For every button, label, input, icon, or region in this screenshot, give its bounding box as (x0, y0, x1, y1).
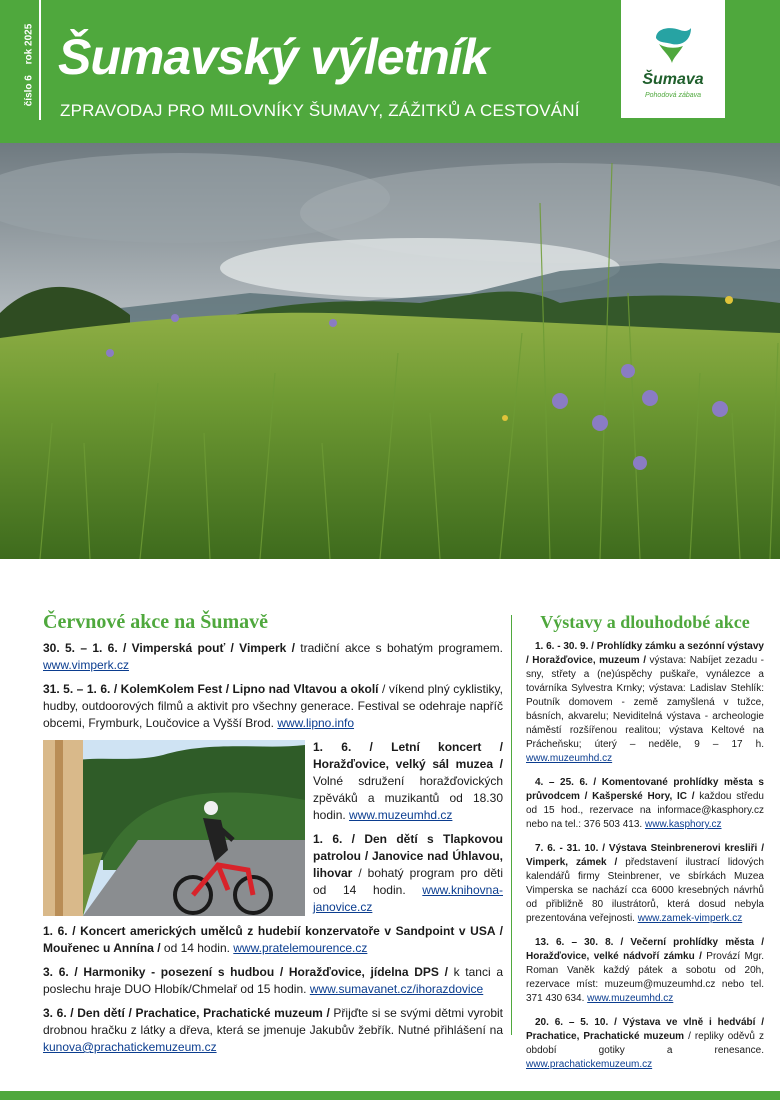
column-divider (511, 615, 512, 1035)
sumava-logo[interactable] (621, 0, 725, 118)
event-title: 3. 6. / Harmoniky - posezení s hudbou / Horažďovice, jídelna DPS / (43, 965, 448, 979)
exhibition-item (526, 640, 764, 766)
june-events-column (43, 608, 503, 1063)
event-title: 1. 6. / Den dětí s Tlapkovou patrolou / Janovice nad Úhlavou, lihovar (313, 832, 503, 880)
footer-bar (0, 1091, 780, 1100)
exhibition-text: / repliky oděvů z období gotiky a renesance. (526, 1031, 764, 1056)
exhibition-text: každou středu od 15 hod., rezervace na informace@kasphory.cz nebo na tel.: 376 503 413. (526, 791, 764, 830)
masthead-divider (39, 0, 41, 120)
exhibition-text: výstava: Nabíjet zezadu - sny, střety a (ne)úspěchy puškaře, vynálezce a továrníka Sylvestra Krnky; výstava: Ladislav Stehlík: Poutník domovem - země zamyšlená v tužce, básních, akvarelu; Neviditelná výstava - archeologie náměstí rozšířenou realitou; výstava Keltové na Prácheňsku; úterý – neděle, 9 – 17 h. (526, 655, 764, 750)
meadow-hero-photo (0, 143, 780, 559)
event-item (43, 681, 503, 732)
event-link[interactable]: kunova@prachatickemuzeum.cz (43, 1040, 217, 1054)
event-link[interactable]: www.muzeumhd.cz (349, 808, 453, 822)
event-item (43, 964, 503, 998)
exhibition-text: Provází Mgr. Roman Vaněk každý pátek a sobotu od 20h, rezervace míst: muzeum@muzeumhd.cz nebo tel. 371 430 634. (526, 951, 764, 1004)
sumava-swirl-icon (653, 24, 693, 64)
exhibition-text: představení ilustrací lidových kalendářů firmy Steinbrener, ve sbírkách Muzea Vimperska se nachází cca 6000 kresebných návrhů od přibližně 80 ilustrátorů, která dosud nebyla prezentována veřejnosti. (526, 857, 764, 924)
issue-info (19, 10, 39, 120)
event-title: 30. 5. – 1. 6. / Vimperská pouť / Vimperk / (43, 641, 295, 655)
event-text: k tanci a poslechu hraje DUO Hlobík/Chmelař od 15 hodin. (43, 965, 503, 996)
cyclist-photo (43, 740, 305, 916)
exhibition-link[interactable]: www.kasphory.cz (645, 819, 722, 830)
masthead (0, 0, 780, 143)
event-text: / víkend plný cyklistiky, hudby, outdoorových filmů a aktivit pro všechny generace. Festival se odehraje napříč obcemi, Frymburk, Loučovice a Vyšší Brod. (43, 682, 503, 730)
exhibition-title: 20. 6. – 5. 10. / Výstava ve vlně i hedvábí / Prachatice, Prachatické muzeum (526, 1017, 764, 1042)
event-text: Přijďte si se svými dětmi vyrobit drobnou hračku z látky a dřeva, která se jmenuje Jakubův žebřík. Nutné přihlášení na (43, 1006, 503, 1037)
event-link[interactable]: www.vimperk.cz (43, 658, 130, 672)
event-item (43, 640, 503, 674)
exhibition-title: 13. 6. – 30. 8. / Večerní prohlídky města / Horažďovice, velké nádvoří zámku / (526, 937, 764, 962)
june-events-heading: Červnové akce na Šumavě (43, 611, 268, 633)
newsletter-subtitle: ZPRAVODAJ PRO MILOVNÍKY ŠUMAVY, ZÁŽITKŮ A CESTOVÁNÍ (60, 101, 580, 120)
issue-year: rok 2025 (23, 23, 35, 65)
event-item (43, 1005, 503, 1056)
exhibition-link[interactable]: www.zamek-vimperk.cz (637, 913, 743, 924)
event-title: 3. 6. / Den dětí / Prachatice, Prachatické muzeum / (43, 1006, 330, 1020)
event-item (43, 923, 503, 957)
event-link[interactable]: www.lipno.info (277, 716, 355, 730)
exhibition-title: 7. 6. - 31. 10. / Výstava Steinbrenerovi kresliři / Vimperk, zámek / (526, 843, 764, 868)
exhibitions-heading: Výstavy a dlouhodobé akce (540, 612, 750, 632)
event-link[interactable]: www.pratelemourence.cz (233, 941, 368, 955)
event-link[interactable]: www.sumavanet.cz/ihorazdovice (309, 982, 484, 996)
exhibition-link[interactable]: www.muzeumhd.cz (526, 753, 613, 764)
event-title: 1. 6. / Letní koncert / Horažďovice, velký sál muzea / (313, 740, 503, 771)
event-text: Volné sdružení horažďovických zpěváků a muzikantů od 18.30 hodin. (313, 774, 503, 822)
exhibition-link[interactable]: www.muzeumhd.cz (587, 993, 674, 1004)
exhibition-item (526, 776, 764, 832)
event-text: / bohatý program pro děti od 14 hodin. (313, 866, 503, 897)
photo-block (43, 739, 503, 923)
event-title: 1. 6. / Koncert amerických umělců z hudebií konzervatoře v Sandpoint v USA / Mouřenec u Annína / (43, 924, 503, 955)
exhibition-item (526, 936, 764, 1006)
exhibitions-column (526, 608, 764, 1082)
exhibition-title: 1. 6. - 30. 9. / Prohlídky zámku a sezónní výstavy / Horažďovice, muzeum / (526, 641, 764, 666)
newsletter-title: Šumavský výletník (58, 29, 489, 85)
event-text: tradiční akce s bohatým programem. (294, 641, 503, 655)
exhibition-title: 4. – 25. 6. / Komentované prohlídky města s průvodcem / Kašperské Hory, IC / (526, 777, 764, 802)
event-link[interactable]: www.knihovna-janovice.cz (313, 883, 503, 914)
event-title: 31. 5. – 1. 6. / KolemKolem Fest / Lipno nad Vltavou a okolí (43, 682, 379, 696)
logo-wordmark: Šumava (642, 71, 704, 88)
issue-number: číslo 6 (23, 75, 35, 107)
exhibition-item (526, 842, 764, 926)
exhibition-item (526, 1016, 764, 1072)
logo-tagline: Pohodová zábava (644, 92, 702, 99)
event-text: od 14 hodin. (160, 941, 234, 955)
exhibition-link[interactable]: www.prachatickemuzeum.cz (526, 1059, 653, 1070)
